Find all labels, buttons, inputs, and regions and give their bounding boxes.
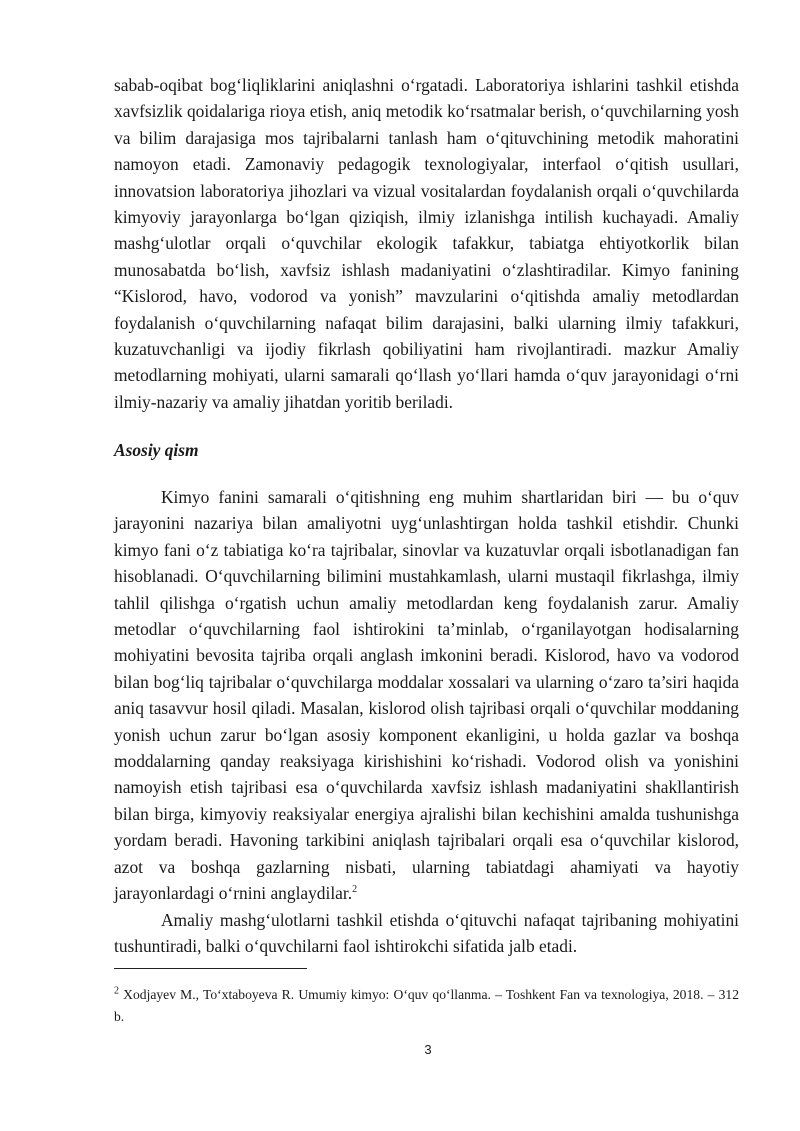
footnote-reference[interactable]: 2 [352,884,358,896]
footnote [114,984,739,1028]
footnote-divider [114,968,307,969]
intro-paragraph [114,72,739,415]
main-paragraph-text: Kimyo fanini samarali o‘qitishning eng muhim shartlaridan biri — bu o‘quv jarayonini nazariya bilan amaliyotni uyg‘unlashtirgan holda tashkil etishdir. Chunki kimyo fani o‘z tabiatiga ko‘ra tajribalar, sinovlar va kuzatuvlar orqali isbotlanadigan fan hisoblanadi. O‘quvchilarning bilimini mustahkamlash, ularni mustaqil fikrlashga, ilmiy tahlil qilishga o‘rgatish uchun amaliy metodlardan keng foydalanish zarur. Amaliy metodlar o‘quvchilarning faol ishtirokini ta’minlab, o‘rganilayotgan hodisalarning mohiyatini bevosita tajriba orqali anglash imkonini beradi. Kislorod, havo va vodorod bilan bog‘liq tajribalar o‘quvchilarga moddalar xossalari va ularning o‘zaro ta’siri haqida aniq tasavvur hosil qiladi. Masalan, kislorod olish tajribasi orqali o‘quvchilar moddaning yonish uchun zarur bo‘lgan asosiy komponent ekanligini, u holda gazlar va boshqa moddalarning qanday reaksiyaga kirishishini ko‘rishadi. Vodorod olish va yonishini namoyish etish tajribasi esa o‘quvchilarda xavfsiz ishlash madaniyatini shakllantirish bilan birga, kimyoviy reaksiyalar energiya ajralishi bilan kechishini amalda tushunishga yordam beradi. Havoning tarkibini aniqlash tajribalari orqali esa o‘quvchilar kislorod, azot va boshqa gazlarning nisbati, ularning tabiatdagi ahamiyati va hayotiy jarayonlardagi o‘rnini anglaydilar. [114,487,739,904]
intro-paragraph-text: sabab-oqibat bog‘liqliklarini aniqlashni o‘rgatadi. Laboratoriya ishlarini tashkil etishda xavfsizlik qoidalariga rioya etish, aniq metodik ko‘rsatmalar berish, o‘quvchilarning yosh va bilim darajasiga mos tajribalarni tanlash ham o‘qituvchining metodik mahoratini namoyon etadi. Zamonaviy pedagogik texnologiyalar, interfaol o‘qitish usullari, innovatsion laboratoriya jihozlari va vizual vositalardan foydalanish orqali o‘quvchilarda kimyoviy jarayonlarga bo‘lgan qiziqish, ilmiy izlanishga intilish kuchayadi. Amaliy mashg‘ulotlar orqali o‘quvchilar ekologik tafakkur, tabiatga ehtiyotkorlik bilan munosabatda bo‘lish, xavfsiz ishlash madaniyatini o‘zlashtiradilar. Kimyo fanining “Kislorod, havo, vodorod va yonish” mavzularini o‘qitishda amaliy metodlardan foydalanish o‘quvchilarning nafaqat bilim darajasini, balki ularning ilmiy tafakkuri, kuzatuvchanligi va ijodiy fikrlash qobiliyatini ham rivojlantiradi. mazkur Amaliy metodlarning mohiyati, ularni samarali qo‘llash yo‘llari hamda o‘quv jarayonidagi o‘rni ilmiy-nazariy va amaliy jihatdan yoritib beriladi. [114,75,739,412]
last-paragraph [114,907,739,960]
page-number: 3 [424,1042,432,1057]
last-paragraph-text: Amaliy mashg‘ulotlarni tashkil etishda o‘qituvchi nafaqat tajribaning mohiyatini tushuntiradi, balki o‘quvchilarni faol ishtirokchi sifatida jalb etadi. [114,910,739,957]
footnote-marker: 2 [114,985,119,997]
main-paragraph [114,484,739,907]
section-heading: Asosiy qism [114,440,199,460]
footnote-text: Xodjayev M., To‘xtaboyeva R. Umumiy kimyo: O‘quv qo‘llanma. – Toshkent Fan va texnologiya, 2018. – 312 b. [114,987,739,1024]
